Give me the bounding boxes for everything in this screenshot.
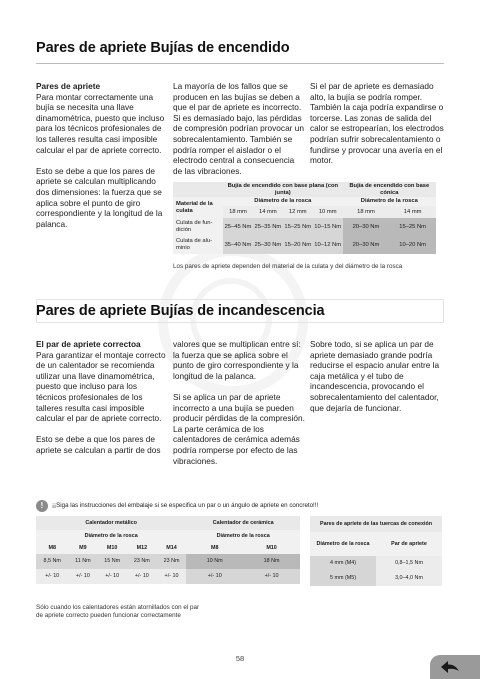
table-group-metal: Calentador metálico <box>36 516 186 530</box>
page-number: 58 <box>235 654 245 663</box>
table-row-label: Culata de fun- dición <box>173 218 223 236</box>
table-cell: 8,5 Nm <box>36 554 68 569</box>
table-size: M12 <box>127 542 157 554</box>
section1-col2-paragraph-1: La mayoría de los fallos que se producen en las bujías se deben a que el par de apriete es incorrecto. Si es demasiado bajo, las pérdidas de compresión podrían provocar un sobrecalentamiento. También se podría romper el aislador o el electrodo central a consecuencia de las vibraciones. <box>173 81 304 176</box>
section1-col1-paragraph-1: Para montar correctamente una bujía se necesita una llave dinamométrica, puesto que incluso para los técnicos profesionales de los talleres resulta casi imposible calcular el par de apriete correcto. <box>36 91 165 155</box>
table-cell: 15–25 Nm <box>389 218 436 236</box>
section1-col3-paragraph-1: Si el par de apriete es demasiado alto, la bujía se podría romper. También la caja podría expandirse o torcerse. Las zonas de salida del calor se estropearían, los electrodos podrían sufrir sobrecalentamiento o fundirse y provocar una avería en el motor. <box>310 81 444 166</box>
section2-col1-heading: El par de apriete correctoa <box>36 339 141 349</box>
section2-col3-paragraph-1: Sobre todo, si se aplica un par de apriete demasiado grande podría reducirse el espacio anular entre la caja metálica y el tubo de incandescencia, provocando el sobrecalentamiento del calentador, que dejaría de funcionar. <box>310 339 440 413</box>
table-cell: 25–30 Nm <box>253 236 283 254</box>
table-diameter-label-1: Diámetro de la rosca <box>223 197 343 206</box>
table-cell: +/- 10 <box>127 569 157 584</box>
table-cell: 23 Nm <box>157 554 187 569</box>
glow-plug-table-wrapper <box>36 516 300 584</box>
connection-nut-torque-table <box>310 516 442 586</box>
table-cell: +/- 10 <box>36 569 68 584</box>
table-size: 10 mm <box>313 206 343 218</box>
table-cell: 10–20 Nm <box>389 236 436 254</box>
table-size: 14 mm <box>389 206 436 218</box>
spark-plug-torque-table-wrapper <box>173 182 436 254</box>
section2-col1-paragraph-1: Para garantizar el montaje correcto de un calentador se recomienda utilizar una llave dinamométrica, puesto que incluso para los técnicos profesionales de los talleres resulta casi imposible calcular el par de apriete correcto. <box>36 349 166 424</box>
table-size: M8 <box>186 542 243 554</box>
nut-table-col-diameter: Diámetro de la rosca <box>310 532 376 556</box>
table-size: M14 <box>157 542 187 554</box>
table-size: 18 mm <box>223 206 253 218</box>
section1-column-2 <box>173 81 305 187</box>
table-cell: 4 mm (M4) <box>310 556 376 571</box>
table-cell: 15 Nm <box>97 554 127 569</box>
back-button[interactable] <box>430 655 480 679</box>
table-cell: 3,0–4,0 Nm <box>376 571 442 586</box>
section1-column-1 <box>36 81 166 240</box>
table-cell: 18 Nm <box>243 554 300 569</box>
table-size: M10 <box>243 542 300 554</box>
table-cell: +/- 10 <box>186 569 243 584</box>
table-cell: 25–45 Nm <box>223 218 253 236</box>
table-cell: 11 Nm <box>68 554 97 569</box>
table-cell: 10–12 Nm <box>313 236 343 254</box>
table-group-flat-seat: Bujía de encendido con base plana (con junta) <box>223 182 343 197</box>
section2-col2-paragraph-2: Si se aplica un par de apriete incorrecto a una bujía se pueden producir pérdidas de la compresión. La parte cerámica de los calentadores de cerámica además podría romperse por efecto de las vibraciones. <box>173 391 305 466</box>
section1-table-caption: Los pares de apriete dependen del material de la culata y del diámetro de la rosca <box>173 263 403 270</box>
table-size: M10 <box>97 542 127 554</box>
table-material-label: Material de la culata <box>173 197 223 218</box>
nut-table-col-torque: Par de apriete <box>376 532 442 556</box>
table-cell: 10–15 Nm <box>313 218 343 236</box>
table-cell: 20–30 Nm <box>343 218 390 236</box>
table-cell: +/- 10 <box>243 569 300 584</box>
table-cell: 15–20 Nm <box>283 236 313 254</box>
table-cell: +/- 10 <box>97 569 127 584</box>
section2-column-3 <box>310 339 446 424</box>
section2-col1-paragraph-2: Esto se debe a que los pares de apriete se calculan a partir de dos <box>36 434 161 455</box>
table-group-conical-seat: Bujía de encendido con base cónica <box>343 182 436 197</box>
section-title-spark-plugs: Pares de apriete Bujías de encendido <box>36 40 290 56</box>
table-cell: 35–40 Nm <box>223 236 253 254</box>
torque-note: ¡¡Siga las instrucciones del embalaje si se especifica un par o un ángulo de apriete en concreto!!! <box>52 502 319 509</box>
section2-table-caption: Sólo cuando los calentadores están atornillados con el par de apriete correcto pueden funcionar correctamente <box>36 604 200 619</box>
table-cell: 0,8–1,5 Nm <box>376 556 442 571</box>
section1-col1-heading: Pares de apriete <box>36 81 101 91</box>
table-row-label: Culata de alu- minio <box>173 236 223 254</box>
glow-plug-torque-table <box>36 516 300 584</box>
table-size: M9 <box>68 542 97 554</box>
table-diameter-label-2: Diámetro de la rosca <box>343 197 436 206</box>
back-arrow-icon <box>439 660 461 674</box>
section1-col1-paragraph-2: Esto se debe a que los pares de apriete se calculan multiplicando dos dimensiones: la fuerza que se aplica sobre el punto de giro correspondiente y la longitud de la palanca. <box>36 165 163 229</box>
section-divider <box>36 63 444 64</box>
table-size: 14 mm <box>253 206 283 218</box>
table-diameter-label-ceramic: Diámetro de la rosca <box>186 530 300 542</box>
section2-column-2 <box>173 339 307 477</box>
spark-plug-torque-table <box>173 182 436 254</box>
section1-column-3 <box>310 81 446 176</box>
section2-col2-paragraph-1: valores que se multiplican entre sí: la fuerza que se aplica sobre el punto de giro correspondiente y la longitud de la palanca. <box>173 339 301 381</box>
table-cell: 25–35 Nm <box>253 218 283 236</box>
nut-table-title: Pares de apriete de las tuercas de conexión <box>310 516 442 532</box>
table-cell: 20–30 Nm <box>343 236 390 254</box>
section-title-glow-plugs: Pares de apriete Bujías de incandescencia <box>36 303 325 319</box>
table-cell: 15–25 Nm <box>283 218 313 236</box>
table-group-ceramic: Calentador de cerámica <box>186 516 300 530</box>
info-icon: ! <box>36 500 48 512</box>
table-size: 12 mm <box>283 206 313 218</box>
table-size: 18 mm <box>343 206 390 218</box>
section2-column-1 <box>36 339 166 466</box>
table-size: M8 <box>36 542 68 554</box>
table-cell: +/- 10 <box>68 569 97 584</box>
table-diameter-label-metal: Diámetro de la rosca <box>36 530 186 542</box>
table-cell: 10 Nm <box>186 554 243 569</box>
nut-table-wrapper <box>310 516 442 586</box>
table-cell: 23 Nm <box>127 554 157 569</box>
table-cell: 5 mm (M5) <box>310 571 376 586</box>
table-cell: +/- 10 <box>157 569 187 584</box>
